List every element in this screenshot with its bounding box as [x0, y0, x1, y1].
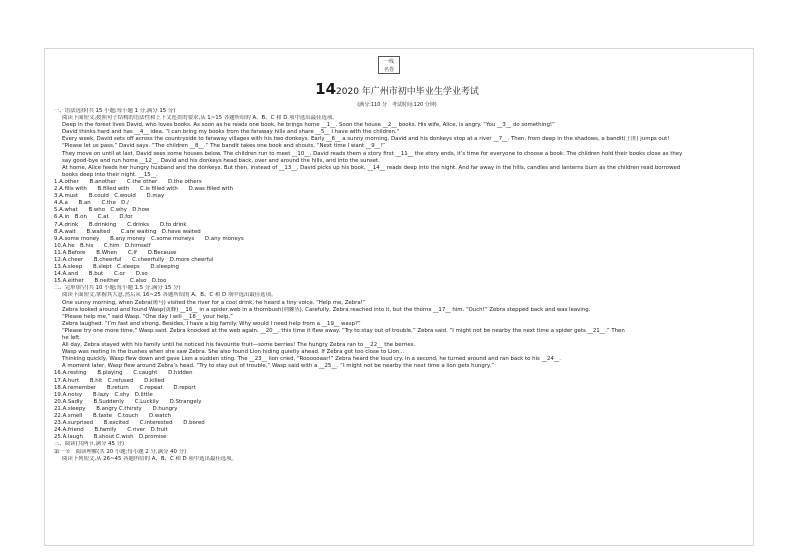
text-line: Thinking quickly, Wasp flew down and gave Lion a sudden sting. The __23__ lion cried, “Roooooaar!” Zebra heard the loud cry. In a second, he turned around and ran back to his __24__.: [62, 356, 561, 363]
text-line: Zebra laughed. “I’m fast and strong. Besides, I have a big family. Why would I need help from a __19__ wasp?”: [62, 320, 361, 327]
text-line: Wasp was resting in the bushes when she saw Zebra. She also found Lion hiding quietly ahead. If Zebra got too close to Lion...: [62, 349, 405, 356]
option-line: 2.A.fills with B.filled with C.is filled with D.was filled with: [54, 186, 233, 193]
option-line: 22.A.smell B.taste C.touch D.watch: [54, 413, 172, 420]
option-line: 1.A.other B.another C.the other D.the others: [54, 178, 202, 185]
text-line: “Please try one more time,” Wasp said. Zebra knocked at the web again. __20__, this time it flew away. “Try to stay out of trouble,” Zebra said. “I might not be nearby the next time a spider gets __21__.” Then: [62, 327, 625, 334]
text-line: say good-bye and run home __12__. David and his donkeys head back, over and around the hills, and into the sunset.: [62, 157, 380, 164]
text-line: All day, Zebra stayed with his family until he noticed his favourite fruit—some berries! The hungry Zebra ran to __22__ the berries.: [62, 342, 416, 349]
option-line: 17.A.hurt B.hit C.refused D.killed: [54, 377, 165, 384]
option-line: 18.A.remember B.return C.repeat D.report: [54, 384, 196, 391]
option-line: 19.A.noisy B.lazy C.shy D.little: [54, 391, 153, 398]
text-line: he left.: [62, 335, 81, 341]
page-title: [0, 80, 794, 98]
text-line: One sunny morning, when Zebra(斑马) visited the river for a cool drink, he heard a tiny voice. “Help me, Zebra!”: [62, 299, 366, 306]
text-line: At home, Alice feeds her hungry husband and the donkeys. But then, instead of __13__, David picks up his book, __14__ reads deep into the night. And far away in the hills, candles and lanterns burn as the children read borrowed: [62, 164, 681, 171]
option-line: 25.A.laugh B.shout C.wish D.promise: [54, 434, 167, 441]
stamp-line-1: 一线: [383, 59, 394, 65]
option-line: 20.A.Sadly B.Suddenly C.Luckily D.Strangely: [54, 398, 202, 405]
title-number: 14: [315, 80, 337, 98]
text-line: “Please let us pass,” David says. “The children __8__.” The bandit takes one book and shouts, “Next time I want __9__!”: [62, 143, 386, 150]
instruction-line: 阅读下面短文,按照句子结构的语法性和上下文连贯的要求,从 1~15 各题所给的 A、B、C 和 D 项中选出最佳选项。: [62, 115, 338, 122]
instruction-line: 阅读下面短文,掌握其大意,然后从 16~25 各题所给的 A、B、C 和 D 项中选出最佳选项。: [62, 292, 277, 299]
exam-content: [54, 108, 744, 463]
exam-stamp: [378, 56, 400, 74]
option-line: 23.A.surprised B.excited C.interested D.bored: [54, 420, 205, 427]
text-line: David thinks hard and has __4__ idea. “I can bring my books from the faraway hills and share __5__ I have with the children.”: [62, 129, 400, 136]
instruction-line: 阅读下列短文,从 26~45 各题所给的 A、B、C 和 D 项中选出最佳选项。: [62, 455, 237, 462]
text-line: Every week, David sets off across the countryside to faraway villages with his two donkeys. Early __6__ a sunny morning, David and his donkeys stop at a river __7__. Then, from deep in the shadows, a bandit(土匪) jumps out!: [62, 136, 670, 143]
option-line: 12.A.cheer B.cheerful C.cheerfully D.more cheerful: [54, 256, 214, 263]
text-line: “Please help me,” said Wasp. “One day I will __18__ your help.”: [62, 313, 233, 320]
title-text: 2020 年广州市初中毕业生学业考试: [336, 87, 479, 97]
section-heading: 三、阅读(共两节,满分 45 分): [54, 441, 125, 448]
option-line: 10.A.he B.his C.him D.himself: [54, 242, 151, 249]
option-line: 21.A.sleepy B.angry C.thirsty D.hungry: [54, 405, 178, 412]
option-line: 6.A.in B.on C.at D.for: [54, 214, 133, 221]
option-line: 11.A.Before B.When C.If D.Because: [54, 249, 177, 256]
option-line: 13.A.sleep B.slept C.sleeps D.sleeping: [54, 264, 179, 271]
section-heading: 一、语法选择(共 15 小题;每小题 1 分,满分 15 分): [54, 108, 176, 114]
section-heading: 二、完形填空(共 10 小题;每小题 1.5 分,满分 15 分): [54, 285, 181, 292]
option-line: 9.A.some money B.any money C.some moneys D.any moneys: [54, 235, 244, 242]
stamp-line-2: 名卷: [383, 67, 394, 73]
text-line: They move on until at last, David sees some houses below. The children run to meet __10__. David reads them a story first __11__ the story ends, it’s time for everyone to choose a book. The children hold their books close as they: [62, 150, 683, 157]
text-line: Zebra looked around and found Wasp(黄蜂) __16__ in a spider web in a thornbush(荆棘丛). Carefully, Zebra reached into it, but the thorns __17__ him. “Ouch!” Zebra stepped back and was leaving.: [62, 306, 591, 313]
option-line: 24.A.friend B.family C.river D.fruit: [54, 427, 168, 434]
option-line: 16.A.resting B.playing C.caught D.hidden: [54, 370, 193, 377]
text-line: Deep in the forest lives David, who loves books. As soon as he reads one book, he brings home __1__. Soon the house __2__ books. His wife, Alice, is angry. “You __3__ do something!”: [62, 122, 555, 129]
option-line: 15.A.either B.neither C.also D.too: [54, 278, 167, 285]
option-line: 14.A.and B.but C.or D.so: [54, 271, 148, 278]
option-line: 5.A.what B.who C.why D.how: [54, 207, 150, 214]
text-line: books deep into their night. __15__.: [62, 171, 158, 178]
option-line: 7.A.drink B.drinking C.drinks D.to drink: [54, 221, 187, 228]
exam-info: (满分:110 分 考试时间:120 分钟): [357, 102, 437, 108]
option-line: 8.A.wait B.waited C.are waiting D.have waited: [54, 228, 201, 235]
option-line: 4.A.a B.an C.the D./: [54, 200, 129, 207]
section-heading: 第一节 阅读理解(共 20 小题;每小题 2 分,满分 40 分): [54, 448, 187, 455]
option-line: 3.A.must B.could C.would D.may: [54, 193, 165, 200]
text-line: A moment later, Wasp flew around Zebra’s head. “Try to stay out of trouble,” Wasp said with a __25__. “I might not be nearby the next time a lion gets hungry.”: [62, 363, 494, 370]
